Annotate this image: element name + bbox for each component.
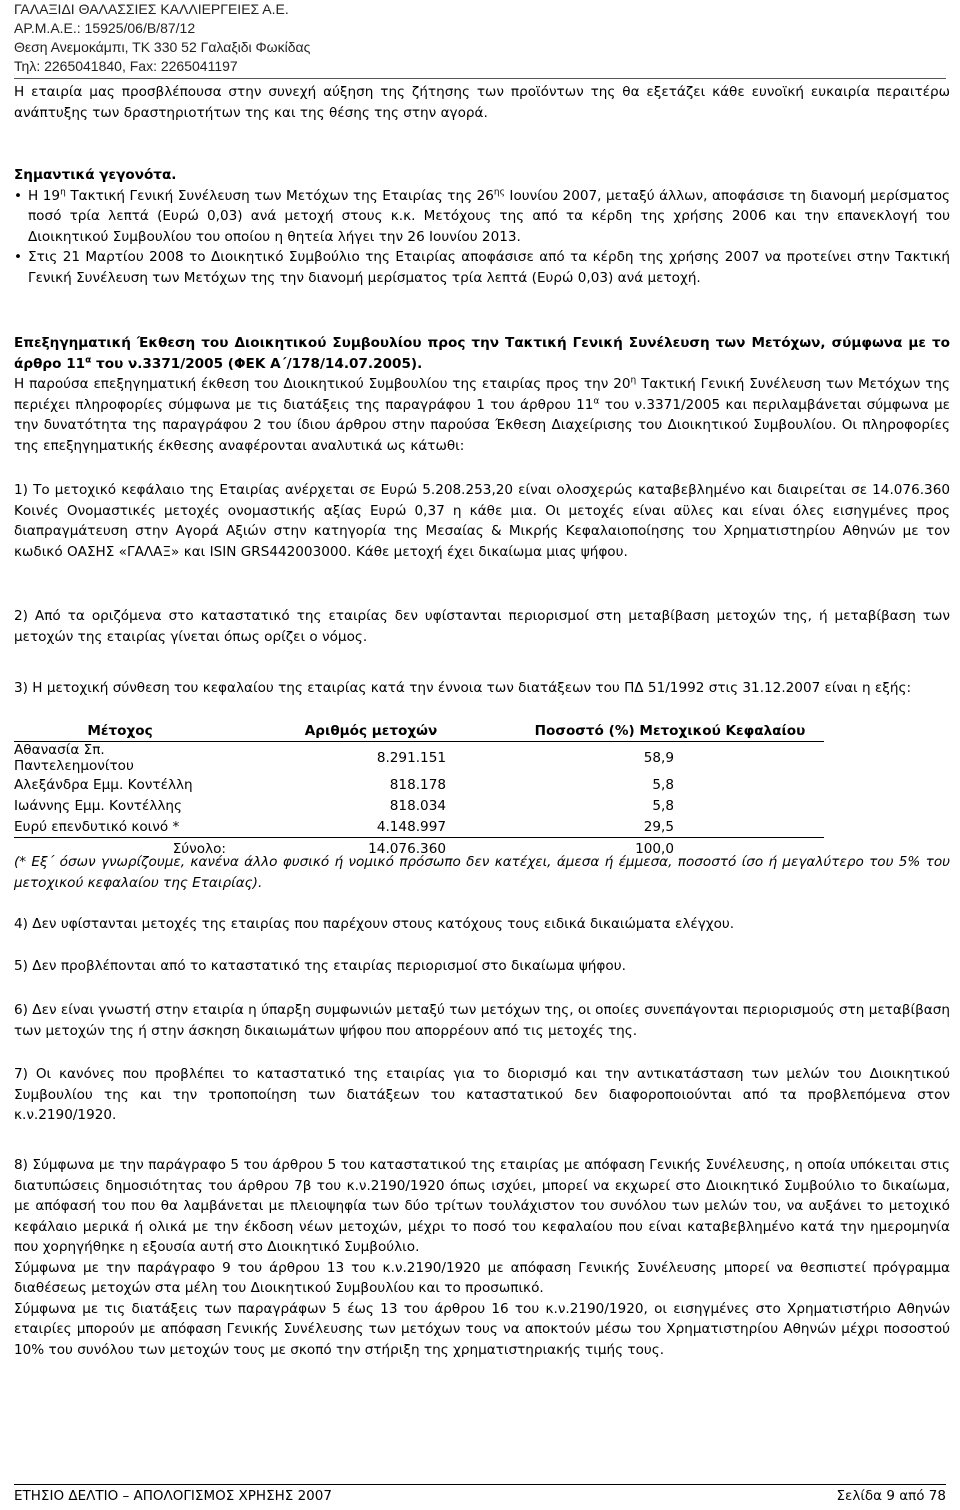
letterhead [14,0,310,76]
table-footnote: (* Εξ΄ όσων γνωρίζουμε, κανένα άλλο φυσικό ή νομικό πρόσωπο δεν κατέχει, άμεσα ή έμμεσα, ποσοστό ίσο ή μεγαλύτερο του 5% του μετοχικού κεφαλαίου της Εταιρίας). [14,854,950,891]
item-8 [14,1155,950,1360]
footer-divider [14,1484,946,1485]
table-row [14,795,824,816]
report-intro-paragraph: Η παρούσα επεξηγηματική έκθεση του Διοικητικού Συμβουλίου της εταιρίας προς την $20^\eta$ Τακτική Γενική Συνέλευση των Μετόχων της περιέχει πληροφορίες σύμφωνα με τις διατάξεις της παραγράφου 1 του άρθρου $11^\alpha$ του ν.3371/2005 και περιλαμβάνεται σύμφωνα με την δυνατότητα της παραγράφου 2 του ίδιου άρθρου στην παρούσα Έκθεση Διαχείρισης του Διοικητικού Συμβουλίου. Οι πληροφορίες της επεξηγηματικής έκθεσης αναφέρονται αναλυτικά ως κάτωθι: [14,375,951,454]
table-row [14,774,824,795]
event-bullet-2: • Στις 21 Μαρτίου 2008 το Διοικητικό Συμβούλιο της Εταιρίας αποφάσισε από τα κέρδη της χρήσης 2007 να προτείνει στην Τακτική Γενική Συνέλευση των Μετόχων της την διανομή μερίσματος τρία λεπτά (Ευρώ 0,03) ανά μετοχή. [14,249,950,286]
company-address: Θεση Ανεμοκάμπι, ΤΚ 330 52 Γαλαξιδι Φωκίδας [14,39,311,55]
company-registration: ΑΡ.Μ.Α.Ε.: 15925/06/Β/87/12 [14,20,196,36]
table-row [14,816,824,838]
shareholder-pct: 29,5 [643,818,674,835]
total-shares: 14.076.360 [226,838,516,860]
footer-title: ΕΤΗΣΙΟ ΔΕΛΤΙΟ – ΑΠΟΛΟΓΙΣΜΟΣ ΧΡΗΣΗΣ 2007 [14,1488,332,1504]
item-4: 4) Δεν υφίστανται μετοχές της εταιρίας που παρέχουν στους κατόχους τους ειδικά δικαιώματα ελέγχου. [14,916,735,932]
header-percentage: Ποσοστό (%) Μετοχικού Κεφαλαίου [516,720,824,742]
shareholder-name: Ιωάννης Εμμ. Κοντέλλης [14,797,183,814]
intro-paragraph: Η εταιρία μας προσβλέπουσα στην συνεχή αύξηση της ζήτησης των προϊόντων της θα εξετάζει κάθε ευνοϊκή ευκαιρία περαιτέρω ανάπτυξης των δραστηριοτήτων της και της θέσης της στην αγορά. [14,84,950,121]
table-header-row [14,720,824,742]
total-pct: 100,0 [516,838,824,860]
report-section [14,333,950,456]
shareholder-name: Αθανασία Σπ. Παντελεημονίτου [14,742,134,774]
shareholder-pct: 5,8 [652,776,674,793]
table-row [14,742,824,775]
item-3: 3) Η μετοχική σύνθεση του κεφαλαίου της εταιρίας κατά την έννοια των διατάξεων του ΠΔ 51/1992 στις 31.12.2007 είναι η εξής: [14,680,912,696]
header-shares: Αριθμός μετοχών [226,720,516,742]
shareholder-name: Ευρύ επενδυτικό κοινό * [14,818,180,835]
events-section [14,165,950,288]
shareholders-table [14,720,824,859]
shareholder-shares: 818.034 [389,797,446,814]
item-8-paragraph-2: Σύμφωνα με την παράγραφο 9 του άρθρου 13 του κ.ν.2190/1920 με απόφαση Γενικής Συνέλευσης μπορεί να θεσπιστεί πρόγραμμα διαθέσεως μετοχών στα μέλη του Διοικητικού Συμβουλίου και το προσωπικό. [14,1259,950,1296]
event-bullet-1: • Η $19^\eta$ Τακτική Γενική Συνέλευση των Μετόχων της Εταιρίας της $26^{\eta\varsigma}$ Ιουνίου 2007, μεταξύ άλλων, αποφάσισε τη διανομή μερίσματος ποσό τρία λεπτά (Ευρώ 0,03) ανά μετοχή στους κ.κ. Μετόχους της από τα κέρδη της χρήσης 2006 και την επανεκλογή του Διοικητικού Συμβουλίου του οποίου η θητεία λήγει την 26 Ιουνίου 2013. [14,186,950,245]
page-number: Σελίδα 9 από 78 [836,1488,946,1504]
item-8-paragraph-3: Σύμφωνα με τις διατάξεις των παραγράφων 5 έως 13 του άρθρου 16 του κ.ν.2190/1920, οι εισηγμένες στο Χρηματιστήριο Αθηνών εταιρίες μπορούν με απόφαση Γενικής Συνέλευσης των μετόχων τους να αποκτούν μέσω του Χρηματιστηρίου Αθηνών μέχρι ποσοστού 10% του συνόλου των μετοχών τους με σκοπό την στήριξη της χρηματιστηριακής τιμής τους. [14,1300,950,1358]
total-label: Σύνολο: [14,838,226,860]
item-2: 2) Από τα οριζόμενα στο καταστατικό της εταιρίας δεν υφίστανται περιορισμοί στη μεταβίβαση μετοχών της, ή μεταβίβαση των μετοχών της εταιρίας γίνεται όπως ορίζει ο νόμος. [14,608,950,645]
item-5: 5) Δεν προβλέπονται από το καταστατικό της εταιρίας περιορισμοί στο δικαίωμα ψήφου. [14,958,626,974]
shareholder-shares: 4.148.997 [376,818,446,835]
events-heading: Σημαντικά γεγονότα. [14,167,177,183]
item-6: 6) Δεν είναι γνωστή στην εταιρία η ύπαρξη συμφωνιών μεταξύ των μετόχων της, οι οποίες συνεπάγονται περιορισμούς στη μεταβίβαση των μετοχών της ή στην άσκηση δικαιωμάτων ψήφου που απορρέουν από τις μετοχές της. [14,1002,950,1039]
company-phone: Τηλ: 2265041840, Fax: 2265041197 [14,58,238,74]
company-name: ΓΑΛΑΞΙΔΙ ΘΑΛΑΣΣΙΕΣ ΚΑΛΛΙΕΡΓΕΙΕΣ Α.Ε. [14,1,289,17]
shareholder-pct: 58,9 [643,750,674,766]
shareholder-name: Αλεξάνδρα Εμμ. Κοντέλλη [14,776,193,793]
item-7: 7) Οι κανόνες που προβλέπει το καταστατικό της εταιρίας για το διορισμό και την αντικατάσταση των μελών του Διοικητικού Συμβουλίου της και την τροποποίηση των διατάξεων του καταστατικού δεν διαφοροποιούνται από τα προβλεπόμενα στον κ.ν.2190/1920. [14,1066,950,1123]
header-divider [14,78,946,79]
shareholder-shares: 8.291.151 [376,750,446,766]
shareholder-pct: 5,8 [652,797,674,814]
report-title: Επεξηγηματική Έκθεση του Διοικητικού Συμβουλίου προς την Τακτική Γενική Συνέλευση των Μετόχων, σύμφωνα με το άρθρο $11^\alpha$ του ν.3371/2005 (ΦΕΚ Α΄/178/14.07.2005). [14,335,950,372]
shareholder-shares: 818.178 [389,776,446,793]
header-shareholder: Μέτοχος [14,720,226,742]
item-8-paragraph-1: 8) Σύμφωνα με την παράγραφο 5 του άρθρου 5 του καταστατικού της εταιρίας με απόφαση Γενικής Συνέλευσης, η οποία υπόκειται στις διατυπώσεις δημοσιότητας του άρθρου 7β του κ.ν.2190/1920 όπως ισχύει, μπορεί να εκχωρεί στο Διοικητικό Συμβούλιο το δικαίωμα, με απόφασή του που θα λαμβάνεται με πλειοψηφία των δύο τρίτων τουλάχιστον του συνόλου των μελών του, να αυξάνει το μετοχικό κεφάλαιο μερικά ή ολικά με την έκδοση νέων μετοχών, μέχρι το ποσό του κεφαλαίου που είναι καταβεβλημένο κατά την ημερομηνία που χορηγήθηκε η εξουσία αυτή στο Διοικητικό Συμβούλιο. [14,1157,950,1255]
item-1: 1) Το μετοχικό κεφάλαιο της Εταιρίας ανέρχεται σε Ευρώ 5.208.253,20 είναι ολοσχερώς καταβεβλημένο και διαιρείται σε 14.076.360 Κοινές Ονομαστικές μετοχές ονομαστικής αξίας Ευρώ 0,37 η κάθε μια. Οι μετοχές είναι αϋλες και είναι όλες εισηγμένες προς διαπραγμάτευση στην Αγορά Αξιών στην κατηγορία της Μεσαίας & Μικρής Κεφαλαιοποίησης του Χρηματιστηρίου Αθηνών με τον κωδικό ΟΑΣΗΣ «ΓΑΛΑΞ» και ISIN GRS442003000. Κάθε μετοχή έχει δικαίωμα μιας ψήφου. [14,482,950,560]
